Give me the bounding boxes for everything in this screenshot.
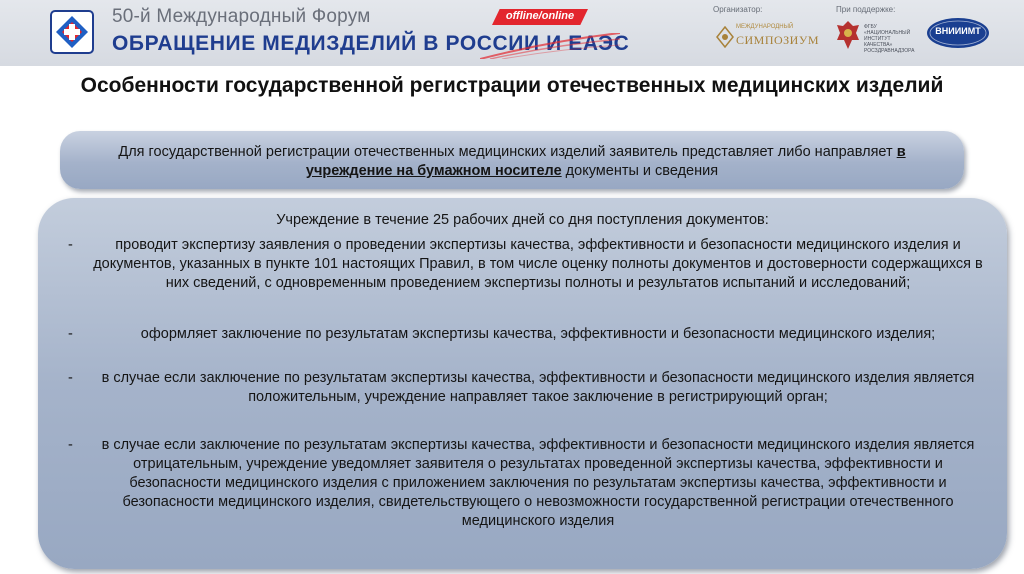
- intro-text-after: документы и сведения: [561, 163, 719, 179]
- forum-title: ОБРАЩЕНИЕ МЕДИЗДЕЛИЙ В РОССИИ И ЕАЭС: [112, 32, 630, 55]
- list-item-text: в случае если заключение по результатам экспертизы качества, эффективности и безопасности медицинского изделия является положительным, учреждение направляет такое заключение в регистрирующий орган;: [101, 370, 975, 405]
- list-dash: -: [68, 326, 73, 342]
- coat-of-arms-icon: [835, 18, 861, 52]
- list-item-text: оформляет заключение по результатам экспертизы качества, эффективности и безопасности медицинского изделия;: [140, 326, 936, 342]
- organizer-logo-small: МЕЖДУНАРОДНЫЙ: [736, 24, 794, 30]
- procedure-box: [38, 198, 1007, 569]
- page-title: Особенности государственной регистрации отечественных медицинских изделий: [80, 74, 944, 97]
- intro-text-before: Для государственной регистрации отечественных медицинских изделий заявитель представляет либо направляет: [118, 144, 897, 160]
- procedure-lead: Учреждение в течение 25 рабочих дней со дня поступления документов:: [276, 212, 769, 228]
- list-item: [68, 436, 988, 531]
- list-dash: -: [68, 237, 73, 253]
- forum-number: 50-й Международный Форум: [112, 6, 371, 27]
- list-item-text: проводит экспертизу заявления о проведении экспертизы качества, эффективности и безопасности медицинского изделия и документов, указанных в пункте 101 настоящих Правил, в том числе оценку полноты документов и достоверности содержащихся в них сведений, с одновременным проведением экспертизы полноты и результатов испытаний и исследований;: [93, 237, 983, 291]
- badge-label: offline/online: [505, 10, 575, 22]
- intro-text: [74, 143, 950, 181]
- list-item: [68, 325, 988, 344]
- organizer-label: Организатор:: [713, 5, 763, 14]
- organizer-logo: [712, 20, 820, 56]
- intro-box: [60, 131, 964, 189]
- list-item: [68, 236, 988, 293]
- forum-header-banner: [0, 0, 1024, 66]
- institute-text: ФГБУ «НАЦИОНАЛЬНЫЙ ИНСТИТУТ КАЧЕСТВА» РОСЗДРАВНАДЗОРА: [864, 24, 915, 54]
- organizer-logo-name: СИМПОЗИУМ: [736, 33, 820, 47]
- list-dash: -: [68, 437, 73, 453]
- partner-logo: [926, 17, 990, 49]
- support-label: При поддержке:: [836, 5, 896, 14]
- list-item: [68, 369, 988, 407]
- list-item-text: в случае если заключение по результатам экспертизы качества, эффективности и безопасности медицинского изделия является отрицательным, учреждение уведомляет заявителя о результатах проведенной экспертизы качества, эффективности и безопасности медицинского изделия с приложением заключения по результатам экспертизы качества, эффективности и безопасности медицинского изделия, свидетельствующего о невозможности государственной регистрации отечественного медицинского изделия: [101, 437, 975, 529]
- offline-online-badge: [492, 9, 588, 25]
- forum-logo-icon: [50, 10, 94, 54]
- list-dash: -: [68, 370, 73, 386]
- simposium-mark-icon: [716, 26, 734, 48]
- partner-logo-label: ВНИИИМТ: [935, 26, 981, 36]
- intro-emphasis: в учреждение на бумажном носителе: [305, 144, 906, 179]
- decorative-stripes-icon: [480, 33, 620, 59]
